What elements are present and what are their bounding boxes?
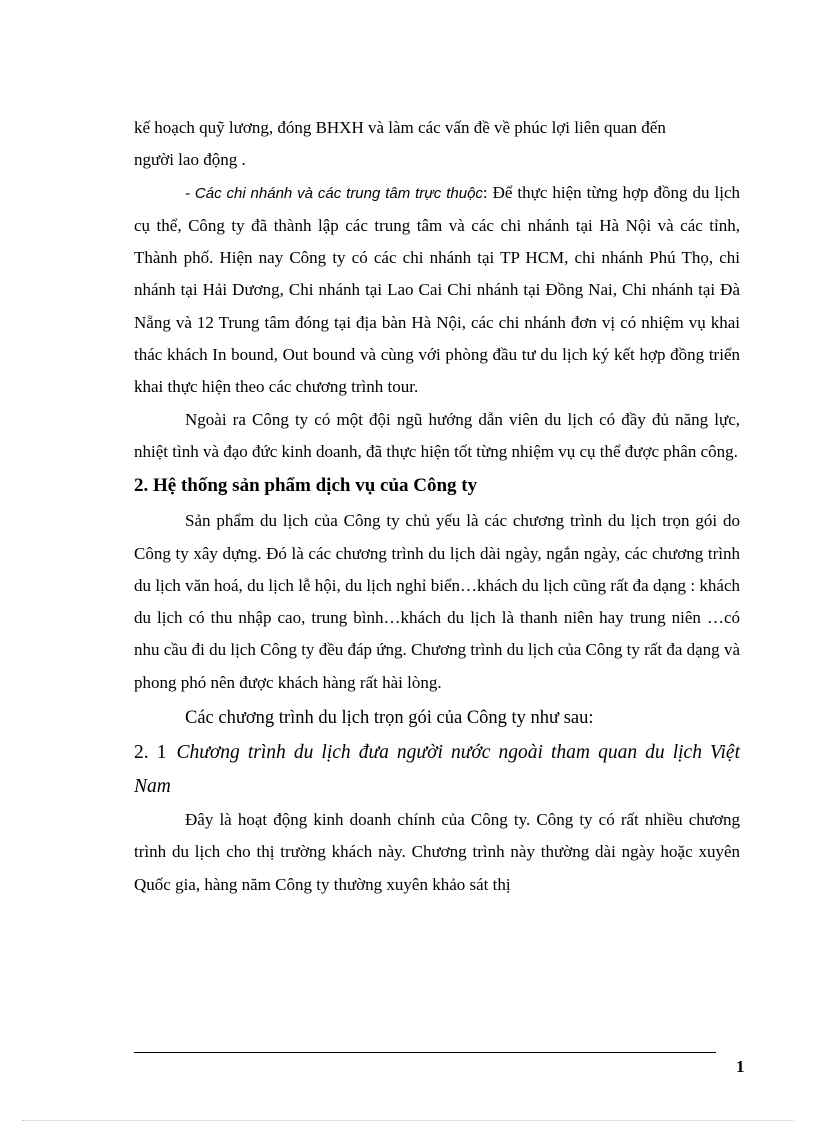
branches-lead: - Các chi nhánh và các trung tâm trực thuộc <box>185 184 483 202</box>
footer-rule <box>134 1052 716 1053</box>
paragraph-continued-line-1: kế hoạch quỹ lương, đóng BHXH và làm các vấn đề về phúc lợi liên quan đến <box>134 118 666 137</box>
subsection-heading <box>134 736 740 804</box>
section-heading: 2. Hệ thống sản phẩm dịch vụ của Công ty <box>134 475 478 497</box>
paragraph-guides: Ngoài ra Công ty có một đội ngũ hướng dẫn viên du lịch có đầy đủ năng lực, nhiệt tình và đạo đức kinh doanh, đã thực hiện tốt từng nhiệm vụ cụ thể được phân công. <box>134 409 740 461</box>
branches-body: : Để thực hiện từng hợp đồng du lịch cụ thể, Công ty đã thành lập các trung tâm và các chi nhánh tại Hà Nội và các tỉnh, Thành phố. Hiện nay Công ty có các chi nhánh tại TP HCM, chi nhánh Phú Thọ, chi nhánh tại Hải Dương, Chi nhánh tại Lao Cai Chi nhánh tại Đồng Nai, Chi nhánh tại Đà Nẵng và 12 Trung tâm đóng tại địa bàn Hà Nội, các chi nhánh đơn vị có nhiệm vụ khai thác khách In bound, Out bound và cùng với phòng đầu tư du lịch ký kết hợp đồng triển khai thực hiện theo các chương trình tour. <box>134 182 741 397</box>
paragraph-inbound: Đây là hoạt động kinh doanh chính của Công ty. Công ty có rất nhiều chương trình du lịch cho thị trường khách này. Chương trình này thường dài ngày hoặc xuyên Quốc gia, hàng năm Công ty thường xuyên khảo sát thị <box>134 810 740 894</box>
paragraph-branches <box>134 177 740 404</box>
document-body <box>134 112 740 901</box>
page-edge-divider <box>22 1120 794 1121</box>
page-number: 1 <box>736 1057 745 1076</box>
paragraph-continued-line-2: người lao động . <box>134 150 246 170</box>
paragraph-products: Sản phẩm du lịch của Công ty chủ yếu là các chương trình du lịch trọn gói do Công ty xây dựng. Đó là các chương trình du lịch dài ngày, ngắn ngày, các chương trình du lịch văn hoá, du lịch lễ hội, du lịch nghỉ biển…khách du lịch cũng rất đa dạng : khách du lịch có thu nhập cao, trung bình…khách du lịch là thanh niên hay trung niên …có nhu cầu đi du lịch Công ty đều đáp ứng. Chương trình du lịch của Công ty rất đa dạng và phong phó nên được khách hàng rất hài lòng. <box>134 511 740 692</box>
subsection-title: Chương trình du lịch đưa người nước ngoài tham quan du lịch Việt Nam <box>134 742 740 798</box>
subsection-number: 2. 1 <box>134 742 167 764</box>
paragraph-package-intro: Các chương trình du lịch trọn gói của Công ty như sau: <box>185 708 594 729</box>
